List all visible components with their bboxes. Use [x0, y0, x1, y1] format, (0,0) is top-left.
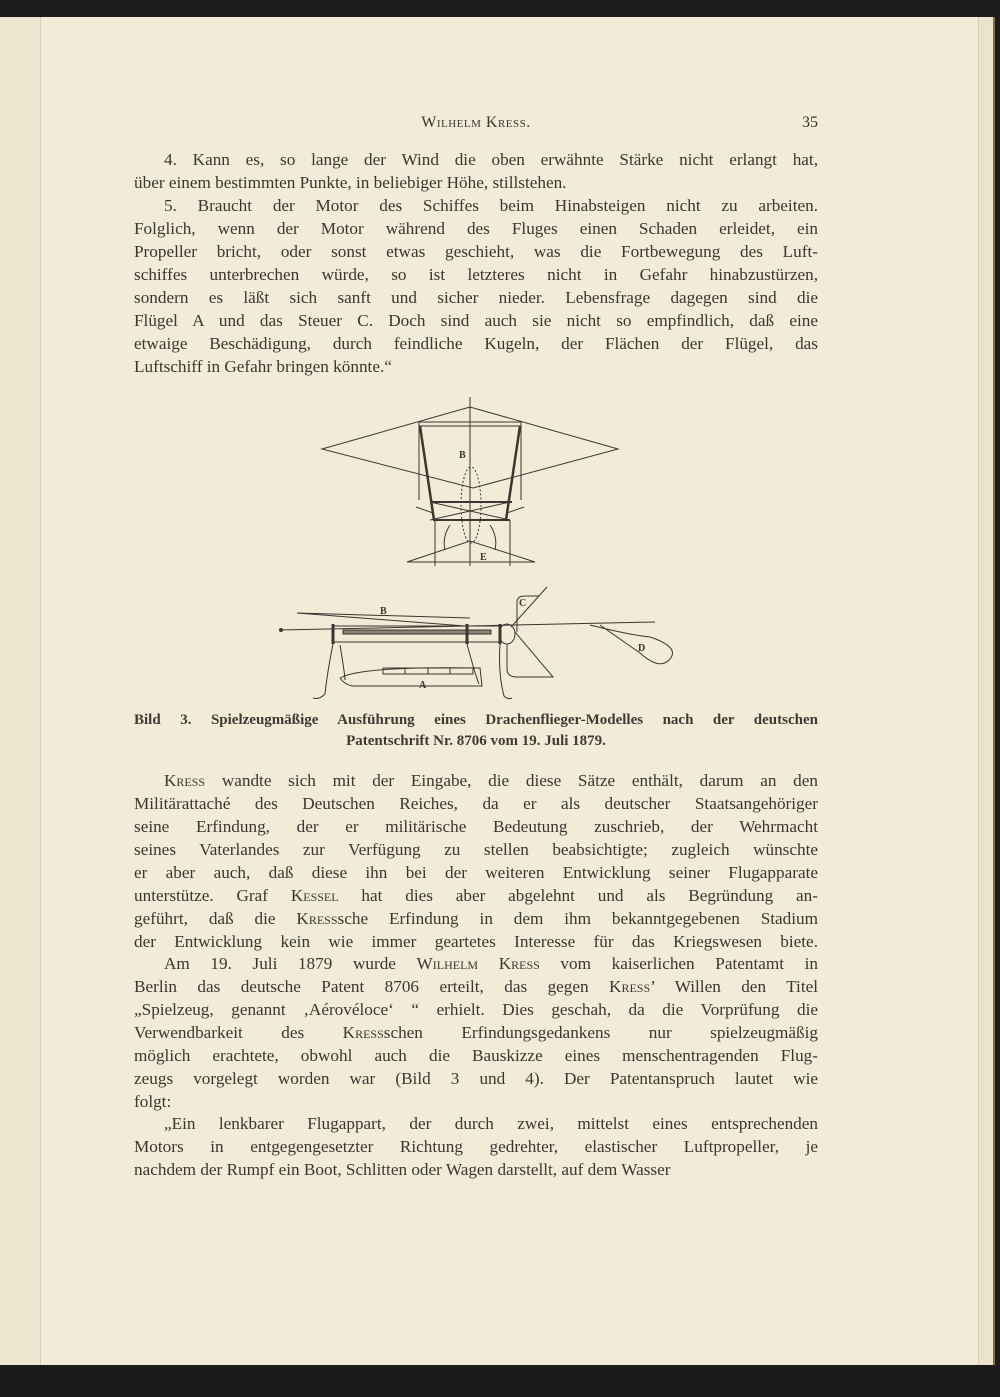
- caption-line: Patentschrift Nr. 8706 vom 19. Juli 1879.: [346, 733, 606, 749]
- text-line: [134, 1044, 818, 1067]
- text-line: [134, 1158, 818, 1181]
- text-run: nachdem der Rumpf ein Boot, Schlitten oder Wagen darstellt, auf dem Wasser: [134, 1160, 671, 1179]
- text-run: Propeller bricht, oder sonst etwas geschieht, was die Fortbewegung des Luft-: [134, 242, 818, 261]
- label-b-top: B: [459, 450, 466, 461]
- text-run: „Ein lenkbarer Flugappart, der durch zwei, mittelst eines entsprechenden: [164, 1114, 818, 1133]
- name-small-caps: Wilhelm Kress: [416, 954, 540, 973]
- text-run: seines Vaterlandes zur Verfügung zu stellen beabsichtigte; zugleich wünschte: [134, 840, 818, 859]
- text-run: sondern es läßt sich sanft und sicher nieder. Lebensfrage dagegen sind die: [134, 288, 818, 307]
- text-line: [134, 792, 818, 815]
- text-run: über einem bestimmten Punkte, in beliebiger Höhe, stillstehen.: [134, 173, 567, 192]
- paragraph-patent-claim: [134, 1112, 818, 1181]
- name-small-caps: Kress: [342, 1023, 384, 1042]
- text-line: [134, 1135, 818, 1158]
- text-run: folgt:: [134, 1092, 172, 1111]
- text-line: [134, 1021, 818, 1044]
- text-run: hat dies aber abgelehnt und als Begründung an-: [338, 886, 818, 905]
- text-run: wandte sich mit der Eingabe, die diese Sätze enthält, darum an den: [205, 771, 818, 790]
- text-line: [134, 769, 818, 792]
- tail-d: [590, 625, 673, 664]
- text-line: [134, 1067, 818, 1090]
- page-number: 35: [802, 114, 818, 131]
- text-run: Berlin das deutsche Patent 8706 erteilt, das gegen: [134, 977, 610, 996]
- running-title: Wilhelm Kress.: [421, 114, 531, 131]
- text-run: 4. Kann es, so lange der Wind die oben erwähnte Stärke nicht erlangt hat,: [164, 150, 818, 169]
- figure-caption: [134, 710, 818, 752]
- top-view: [322, 397, 618, 566]
- text-run: Verwendbarkeit des: [134, 1023, 343, 1042]
- text-run: vom kaiserlichen Patentamt in: [539, 954, 818, 973]
- text-run: der Entwicklung kein wie immer geartetes Interesse für das Kriegswesen biete.: [134, 932, 818, 951]
- side-view: [280, 587, 673, 699]
- text-line: [134, 952, 818, 975]
- caption-line: Bild 3. Spielzeugmäßige Ausführung eines Drachenflieger-Modelles nach der deutschen: [134, 712, 818, 728]
- text-run: schiffes unterbrechen würde, so ist letzteres nicht in Gefahr hinabzustürzen,: [134, 265, 818, 284]
- text-run: zeugs vorgelegt worden war (Bild 3 und 4). Der Patentanspruch lautet wie: [134, 1069, 818, 1088]
- paragraph-patent: [134, 952, 818, 1113]
- text-run: möglich erachtete, obwohl auch die Bauskizze eines menschentragenden Flug-: [134, 1046, 818, 1065]
- text-run: Am 19. Juli 1879 wurde: [164, 954, 417, 973]
- text-run: Folglich, wenn der Motor während des Fluges einen Schaden erleidet, ein: [134, 219, 818, 238]
- text-run: Militärattaché des Deutschen Reiches, da er als deutscher Staatsangehöriger: [134, 794, 818, 813]
- text-run: Motors in entgegengesetzter Richtung gedrehter, elastischer Luftpropeller, je: [134, 1137, 818, 1156]
- label-a: A: [419, 680, 427, 691]
- tail-e-outline: [407, 541, 535, 562]
- text-run: 5. Braucht der Motor des Schiffes beim Hinabsteigen nicht zu arbeiten.: [164, 196, 818, 215]
- text-line: [134, 930, 818, 953]
- front-leg: [313, 644, 333, 699]
- name-small-caps: Kress: [164, 771, 206, 790]
- text-run: „Spielzeug, genannt ‚Aérovéloce‘ “ erhielt. Dies geschah, da die Vorprüfung die: [134, 1000, 818, 1019]
- name-small-caps: Kessel: [290, 886, 339, 905]
- text-line: [134, 884, 818, 907]
- text-line: [134, 907, 818, 930]
- label-c: C: [519, 598, 527, 609]
- scan-background: [0, 1365, 1000, 1397]
- text-run: etwaige Beschädigung, durch feindliche Kugeln, der Flächen der Flügel, das: [134, 334, 818, 353]
- text-run: ’ Willen den Titel: [650, 977, 818, 996]
- name-small-caps: Kress: [296, 909, 338, 928]
- text-run: geführt, daß die: [134, 909, 297, 928]
- text-run: schen Erfindungsgedankens nur spielzeugmäßig: [383, 1023, 818, 1042]
- text-run: Luftschiff in Gefahr bringen könnte.“: [134, 357, 392, 376]
- name-small-caps: Kress: [609, 977, 651, 996]
- text-run: unterstütze. Graf: [134, 886, 291, 905]
- text-line: [134, 1112, 818, 1135]
- label-e: E: [480, 552, 487, 563]
- text-run: sche Erfindung in dem ihm bekanntgegebenen Stadium: [337, 909, 818, 928]
- rear-leg: [500, 644, 513, 699]
- text-line: [134, 815, 818, 838]
- text-line: [134, 998, 818, 1021]
- text-line: [134, 861, 818, 884]
- paragraph-kress-request: [134, 769, 818, 953]
- text-line: [134, 838, 818, 861]
- text-run: Flügel A und das Steuer C. Doch sind auch sie nicht so empfindlich, daß eine: [134, 311, 818, 330]
- sled-a: [340, 668, 482, 686]
- text-run: seine Erfindung, der er militärische Bedeutung zuschrieb, der Wehrmacht: [134, 817, 818, 836]
- label-d: D: [638, 643, 646, 654]
- text-line: [134, 975, 818, 998]
- text-run: er aber auch, daß diese ihn bei der weiteren Entwicklung seiner Flugapparate: [134, 863, 818, 882]
- text-line: [134, 1090, 818, 1113]
- label-b-side: B: [380, 606, 387, 617]
